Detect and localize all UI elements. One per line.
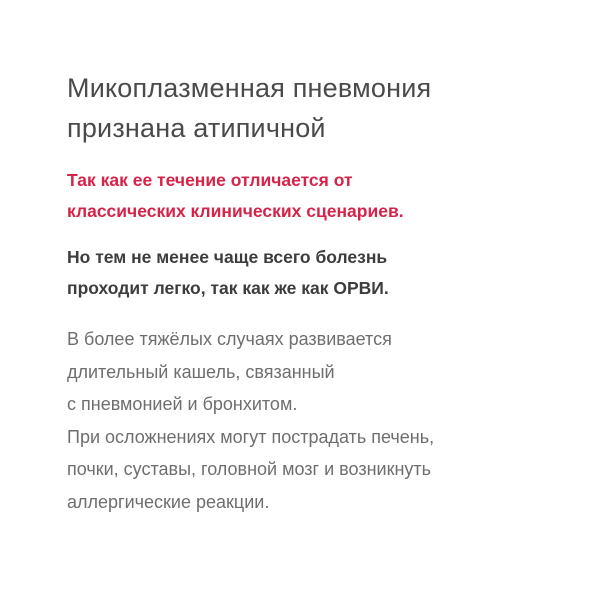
body-line: аллергические реакции. xyxy=(67,491,270,512)
lead-line: Но тем не менее чаще всего болезнь xyxy=(67,247,388,267)
info-card xyxy=(67,68,547,518)
body-line: с пневмонией и бронхитом. xyxy=(67,394,298,414)
body-paragraph xyxy=(67,323,547,518)
body-line: длительный кашель, связанный xyxy=(67,361,335,382)
body-line: При осложнениях могут пострадать печень, xyxy=(67,426,435,447)
title-line: признана атипичной xyxy=(67,113,326,143)
highlight-line: Так как ее течение отличается от xyxy=(67,170,353,190)
card-title xyxy=(67,68,547,148)
highlight-line: классических клинических сценариев. xyxy=(67,201,404,221)
body-line: В более тяжёлых случаях развивается xyxy=(67,329,392,349)
highlight-paragraph xyxy=(67,165,547,227)
title-line: Микоплазменная пневмония xyxy=(67,73,432,103)
lead-line: проходит легко, так как же как ОРВИ. xyxy=(67,278,389,298)
body-line: почки, суставы, головной мозг и возникнуть xyxy=(67,459,432,479)
lead-paragraph xyxy=(67,242,547,304)
